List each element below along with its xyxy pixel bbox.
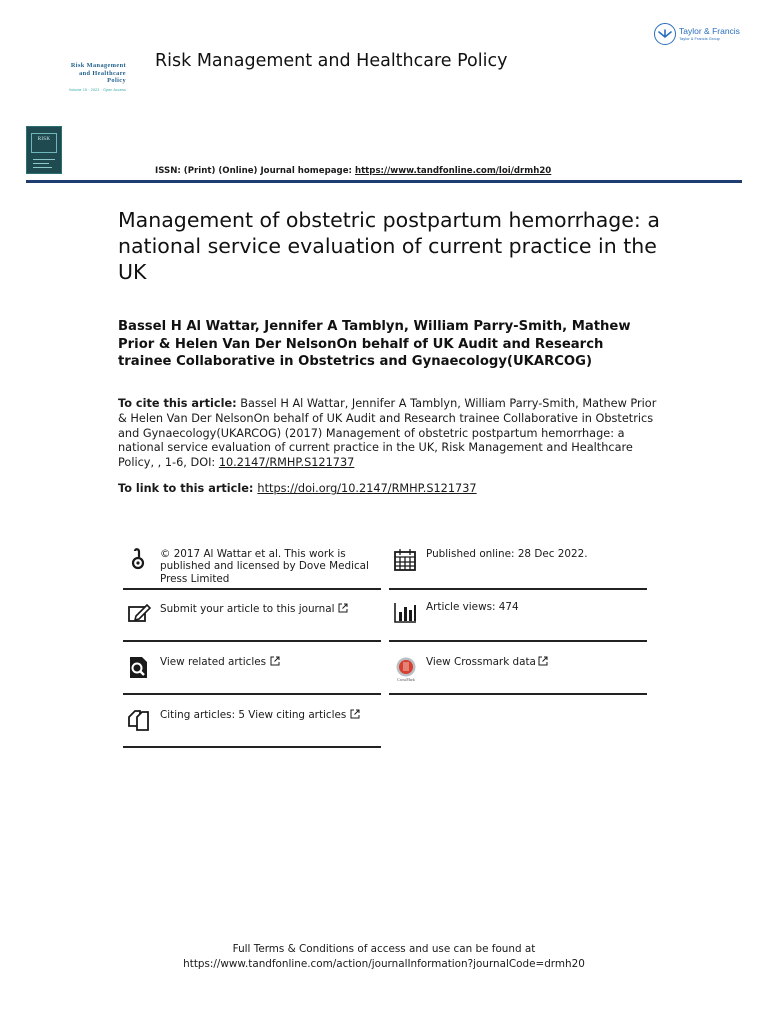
journal-logo [46,62,126,96]
submit-article-link[interactable]: Submit your article to this journal [160,603,335,615]
divider [123,693,381,695]
cover-line [33,167,52,168]
divider [123,640,381,642]
citation-label: To cite this article: [118,397,237,410]
publisher-logo[interactable] [654,22,746,46]
journal-name: Risk Management and Healthcare Policy [155,51,508,71]
published-date: Published online: 28 Dec 2022. [426,548,588,560]
crossmark-link[interactable]: View Crossmark data [426,656,536,668]
footer-terms-link[interactable]: https://www.tandfonline.com/action/journalInformation?journalCode=drmh20 [183,958,585,970]
taylor-francis-logo-icon [654,23,676,45]
divider [389,640,647,642]
divider [123,746,381,748]
divider [389,693,647,695]
issn-text: ISSN: (Print) (Online) Journal homepage: [155,166,355,176]
cover-line [33,159,55,160]
external-link-icon [538,656,548,666]
license-text: © 2017 Al Wattar et al. This work is published and licensed by Dove Medical Press Limited [160,548,369,585]
publisher-name: Taylor & Francis [679,26,740,37]
open-access-icon [127,548,151,572]
citation-block [118,397,658,471]
link-label: To link to this article: [118,482,254,495]
search-document-icon [127,656,151,680]
citing-articles-icon [127,709,151,733]
footer-terms-text: Full Terms & Conditions of access and use can be found at [232,943,536,955]
bar-chart-icon [393,601,417,625]
citation-text: Bassel H Al Wattar, Jennifer A Tamblyn, William Parry-Smith, Mathew Prior & Helen Van Der NelsonOn behalf of UK Audit and Research trainee Collaborative in Obstetrics and Gynaecology(UKARCOG) (2017) Management of obstetric postpartum hemorrhage: a national service evaluation of current practice in the UK, Risk Management and Healthcare Policy, , 1-6, DOI: [118,397,657,470]
publisher-subname: Taylor & Francis Group [679,35,720,41]
cover-label: RISK [37,137,51,142]
edit-icon [127,603,151,627]
related-articles-link[interactable]: View related articles [160,656,267,668]
article-title: Management of obstetric postpartum hemorrhage: a national service evaluation of current practice in the UK [118,208,660,284]
divider [123,588,381,590]
journal-logo-subtitle: Volume 15 · 2022 · Open Access [68,87,126,92]
journal-homepage-link[interactable]: https://www.tandfonline.com/loi/drmh20 [354,166,552,176]
crossmark-badge-label: CrossMark [397,677,415,682]
calendar-icon [393,548,417,572]
divider [389,588,647,590]
license-cell [123,548,381,588]
external-link-icon [270,656,280,666]
citation-doi-link[interactable]: 10.2147/RMHP.S121737 [218,456,355,470]
journal-cover-thumbnail[interactable] [26,126,62,174]
issn-line [155,166,551,176]
article-authors: Bassel H Al Wattar, Jennifer A Tamblyn, William Parry-Smith, Mathew Prior & Helen Van Der NelsonOn behalf of UK Audit and Research trainee Collaborative in Obstetrics and Gynaecology(UKARCOG) [118,319,631,369]
external-link-icon [350,709,360,719]
cover-line [33,163,49,164]
footer [0,942,768,972]
article-views: Article views: 474 [426,601,519,613]
citing-articles-link[interactable]: Citing articles: 5 View citing articles [160,709,347,721]
header-rule [26,180,742,183]
cover-frame [31,133,57,153]
article-doi-link[interactable]: https://doi.org/10.2147/RMHP.S121737 [257,482,477,495]
article-link-line [118,481,477,496]
journal-logo-title: Risk Management and Healthcare Policy [70,62,126,84]
crossmark-icon [393,656,417,680]
external-link-icon [338,603,348,613]
